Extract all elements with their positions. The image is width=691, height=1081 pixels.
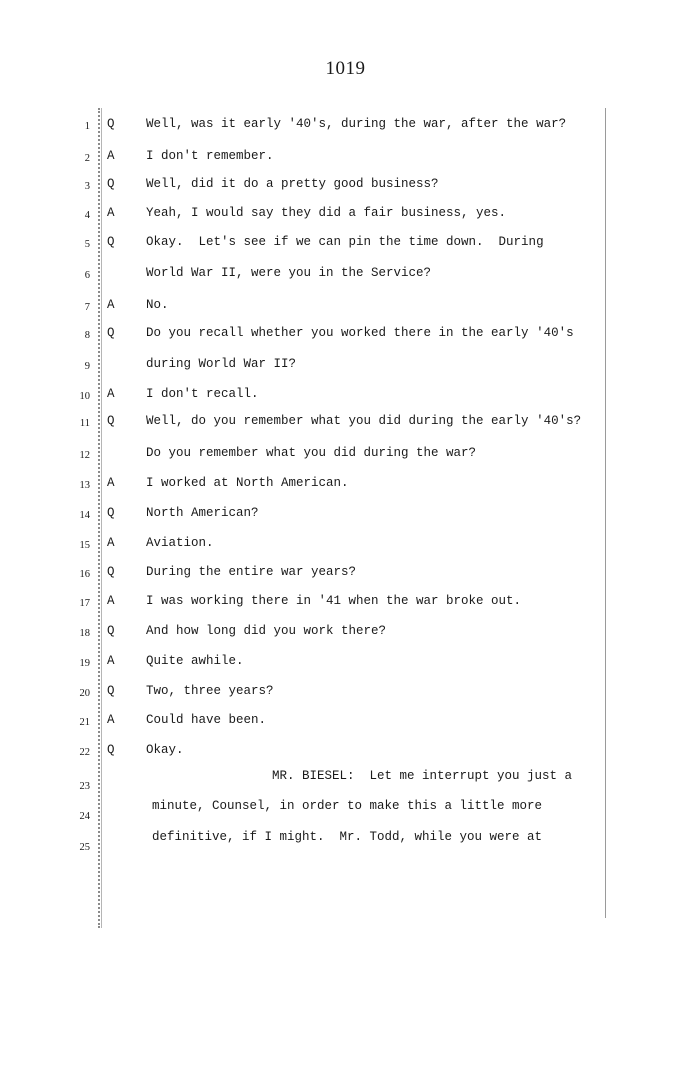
line-text: definitive, if I might. Mr. Todd, while you were at [152,830,543,844]
line-number: 22 [79,747,90,758]
transcript-line [0,235,691,255]
line-text: I don't remember. [146,149,274,163]
speaker-label: Q [107,177,115,191]
line-number: 11 [79,418,90,429]
transcript-line [0,298,691,318]
transcript-line [0,206,691,226]
line-number: 23 [79,781,90,792]
speaker-label: A [107,149,115,163]
line-text: Okay. [146,743,184,757]
speaker-label: Q [107,565,115,579]
transcript-line [0,624,691,644]
page-number: 1019 [325,58,366,79]
speaker-label: A [107,387,115,401]
line-text: Do you recall whether you worked there in the early '40's [146,326,574,340]
line-text: Well, did it do a pretty good business? [146,177,439,191]
line-text: World War II, were you in the Service? [146,266,432,280]
line-number: 17 [79,598,90,609]
line-number: 7 [84,302,90,313]
transcript-line [0,446,691,466]
speaker-label: A [107,476,115,490]
transcript-line [0,684,691,704]
line-number: 5 [84,239,90,250]
transcript-line [0,565,691,585]
line-number: 13 [79,480,90,491]
speaker-label: A [107,654,115,668]
line-number: 6 [84,270,90,281]
transcript-line [0,594,691,614]
transcript-line [0,713,691,733]
line-text: Two, three years? [146,684,274,698]
line-number: 19 [79,658,90,669]
line-number: 4 [84,210,90,221]
line-text: Okay. Let's see if we can pin the time down. During [146,235,544,249]
speaker-label: Q [107,743,115,757]
line-number: 18 [79,628,90,639]
line-text: I worked at North American. [146,476,349,490]
transcript-line [0,387,691,407]
line-text: North American? [146,506,259,520]
speaker-label: A [107,713,115,727]
transcript-line [0,654,691,674]
line-text: Well, do you remember what you did during the early '40's? [146,414,582,428]
line-number: 21 [79,717,90,728]
speaker-label: A [107,536,115,550]
transcript-line [0,357,691,377]
line-number: 9 [84,361,90,372]
line-number: 10 [79,391,90,402]
speaker-label: A [107,298,115,312]
speaker-label: Q [107,624,115,638]
transcript-line [0,414,691,434]
speaker-label: Q [107,235,115,249]
line-number: 1 [84,121,90,132]
speaker-label: Q [107,506,115,520]
line-number: 12 [79,450,90,461]
line-text: Yeah, I would say they did a fair business, yes. [146,206,507,220]
transcript-line [0,799,691,822]
line-number: 8 [84,330,90,341]
line-text: minute, Counsel, in order to make this a little more [152,799,543,813]
transcript-line [0,476,691,496]
line-text: Could have been. [146,713,267,727]
speaker-label: Q [107,117,115,131]
transcript-line [0,177,691,197]
line-number: 20 [79,688,90,699]
line-text: Do you remember what you did during the war? [146,446,477,460]
transcript-line [0,506,691,526]
line-text: During the entire war years? [146,565,357,579]
line-text: I don't recall. [146,387,259,401]
transcript-line [0,830,691,853]
transcript-line [0,266,691,286]
line-number: 24 [79,811,90,822]
speaker-label: Q [107,326,115,340]
line-number: 25 [79,842,90,853]
speaker-label: Q [107,414,115,428]
line-text: Quite awhile. [146,654,244,668]
line-text: MR. BIESEL: Let me interrupt you just a [272,769,573,783]
line-number: 14 [79,510,90,521]
line-text: No. [146,298,169,312]
transcript-line [0,117,691,137]
line-text: during World War II? [146,357,297,371]
transcript-line [0,743,691,763]
line-number: 15 [79,540,90,551]
line-number: 2 [84,153,90,164]
transcript-line [0,326,691,346]
line-text: Well, was it early '40's, during the war, after the war? [146,117,567,131]
line-number: 3 [84,181,90,192]
line-text: I was working there in '41 when the war broke out. [146,594,522,608]
line-number: 16 [79,569,90,580]
speaker-label: Q [107,684,115,698]
line-text: Aviation. [146,536,214,550]
transcript-line [0,149,691,169]
speaker-label: A [107,594,115,608]
transcript-line [0,769,691,792]
line-text: And how long did you work there? [146,624,387,638]
speaker-label: A [107,206,115,220]
transcript-line [0,536,691,556]
